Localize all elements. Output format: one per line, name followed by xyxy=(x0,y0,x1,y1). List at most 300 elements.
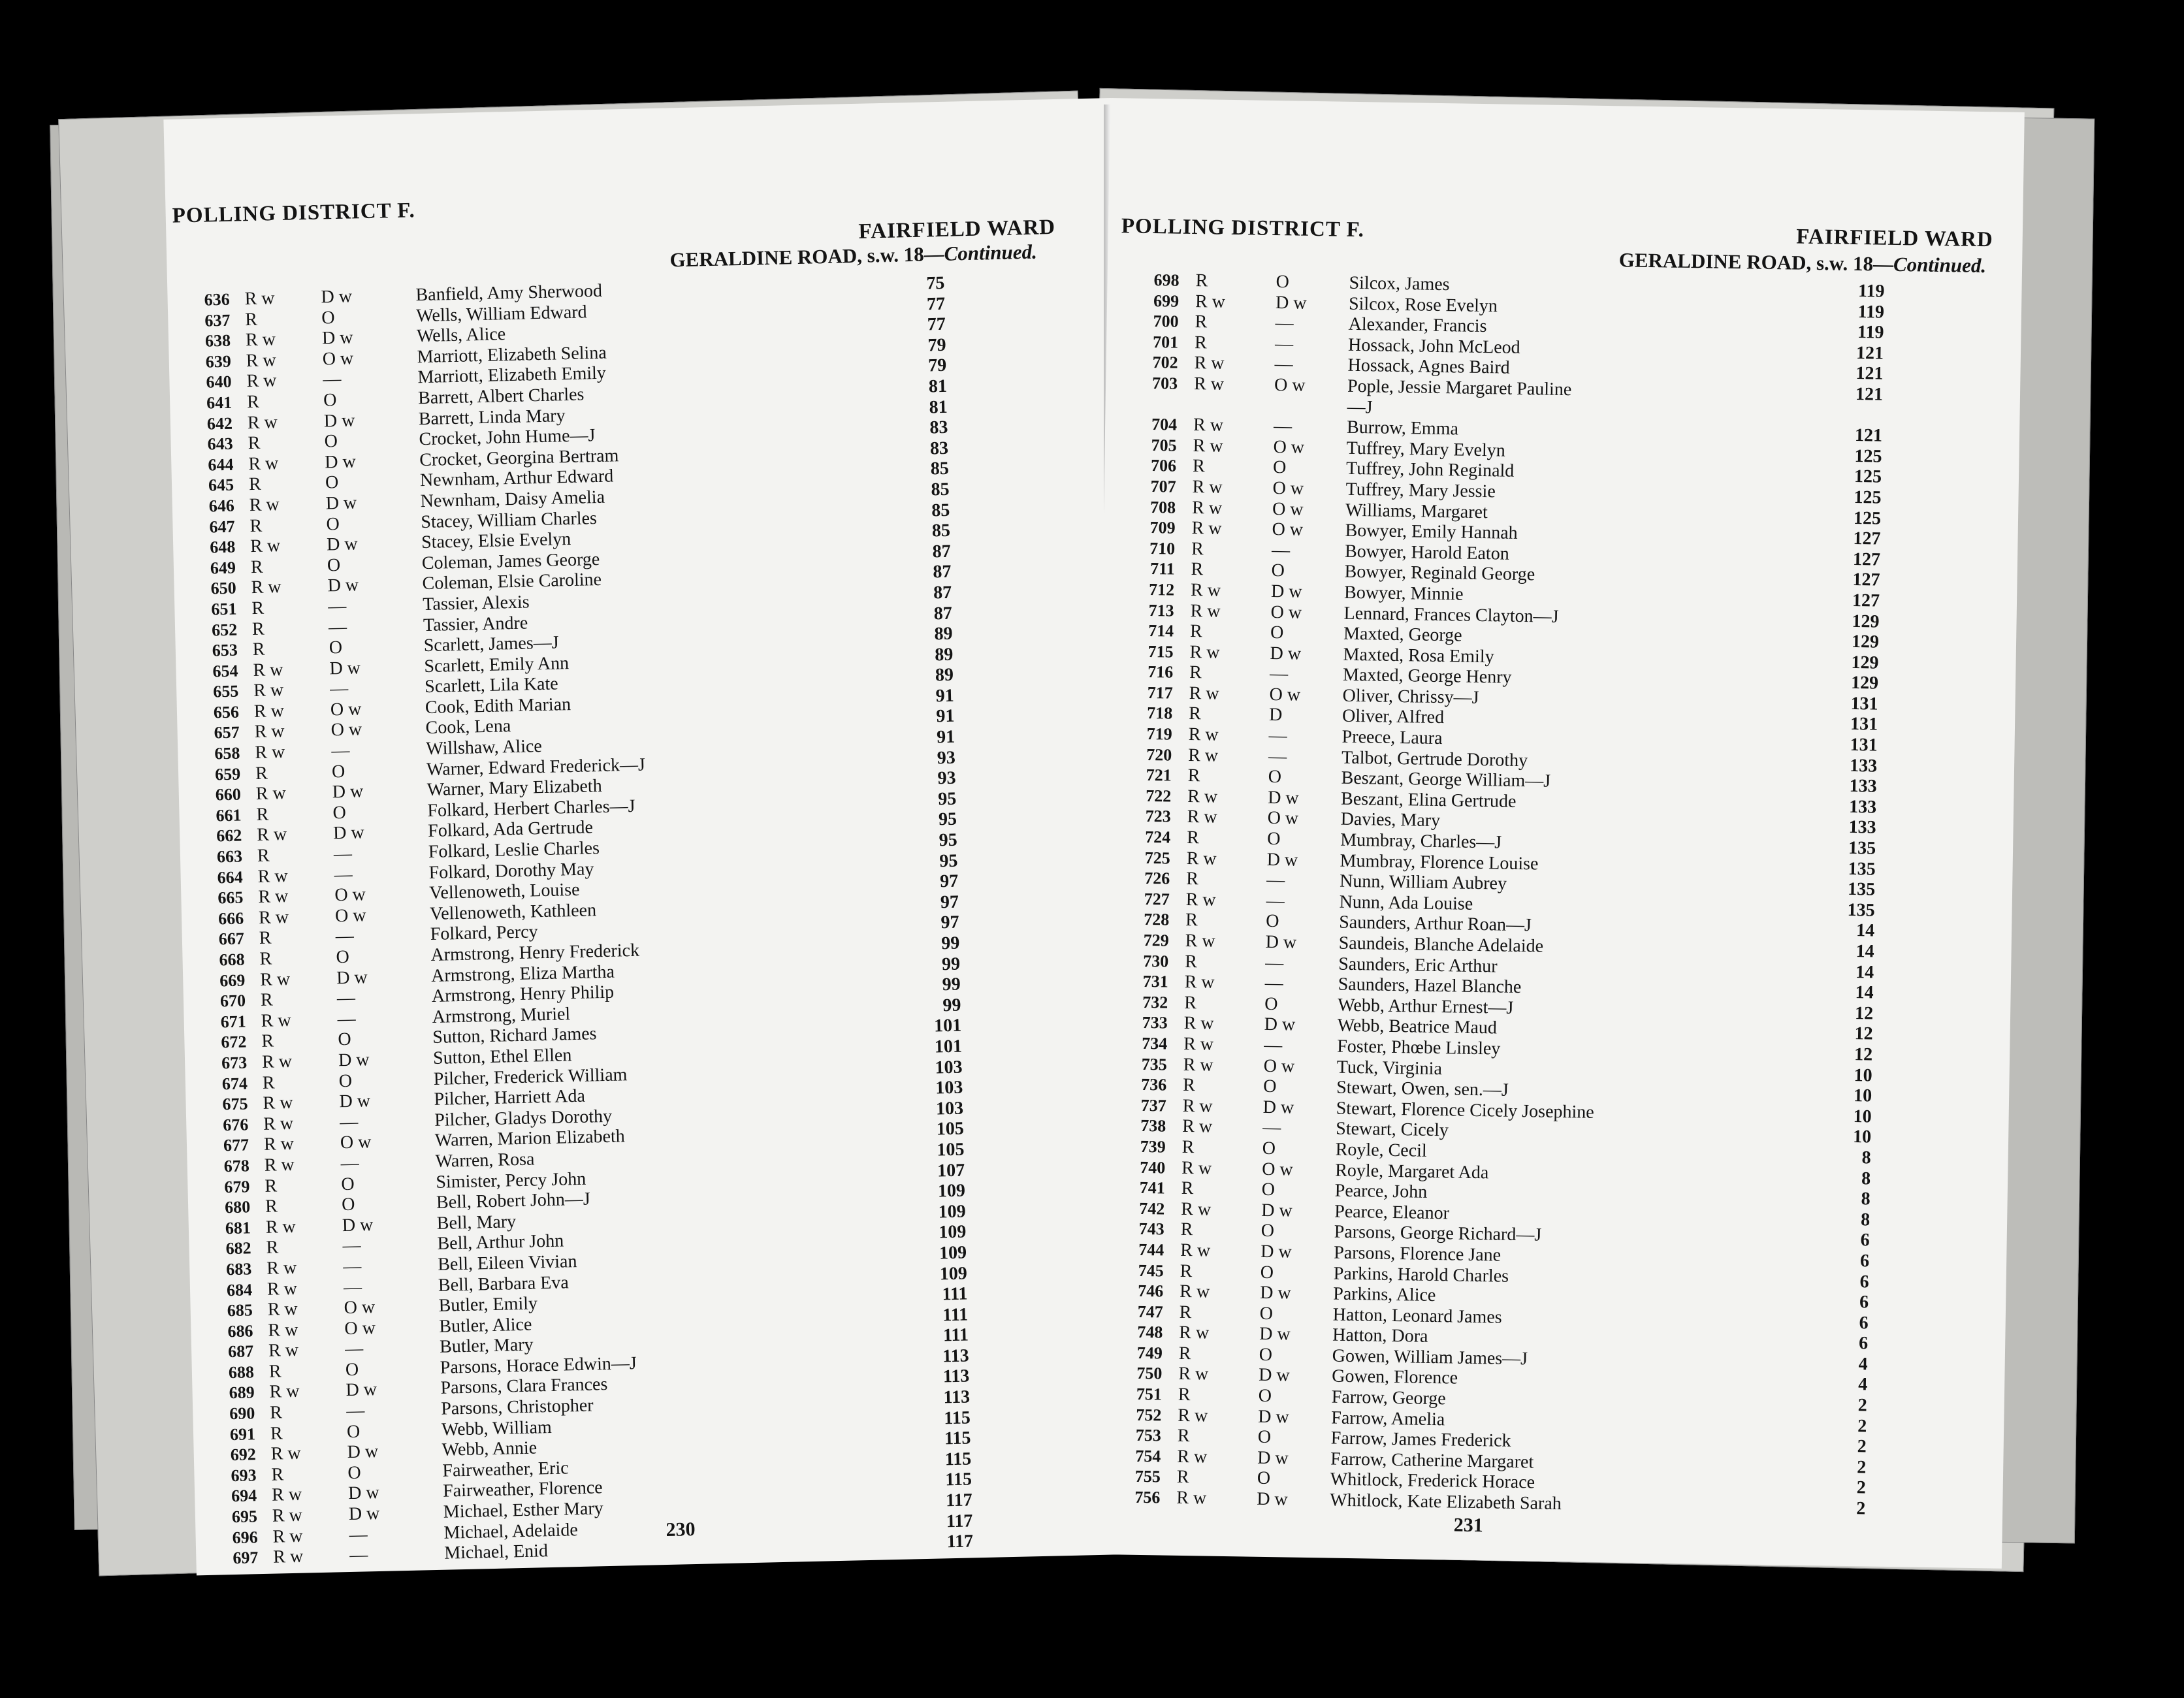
house-number: 6 xyxy=(1859,1251,1870,1272)
right-page xyxy=(1087,98,2025,1569)
house-number: 89 xyxy=(934,623,953,645)
occupation-code: O xyxy=(1268,767,1282,788)
house-number: 95 xyxy=(939,850,958,871)
elector-name: Parsons, Horace Edwin—J xyxy=(440,1353,637,1378)
elector-number: 750 xyxy=(1136,1364,1163,1383)
qualification-code: R xyxy=(1185,869,1199,889)
occupation-code: — xyxy=(1264,973,1283,994)
house-number: 101 xyxy=(934,1036,963,1057)
elector-name: Parsons, Florence Jane xyxy=(1334,1242,1502,1266)
house-number: 135 xyxy=(1848,837,1876,859)
elector-name: Webb, William xyxy=(441,1417,553,1440)
left-page xyxy=(163,98,1144,1575)
elector-number: 700 xyxy=(1153,312,1179,331)
qualification-code: R xyxy=(265,1175,278,1196)
qualification-code: R w xyxy=(1178,1405,1208,1426)
elector-number: 687 xyxy=(227,1341,254,1362)
qualification-code: R w xyxy=(1180,1240,1211,1261)
qualification-code: R w xyxy=(253,680,284,701)
elector-name: Saunders, Hazel Blanche xyxy=(1338,974,1522,998)
qualification-code: R w xyxy=(268,1340,299,1362)
elector-name: Lennard, Frances Clayton—J xyxy=(1343,603,1559,627)
qualification-code: R w xyxy=(1191,518,1222,539)
qualification-code: R w xyxy=(1183,1013,1214,1034)
qualification-code: R w xyxy=(1183,1033,1214,1055)
house-number: 87 xyxy=(932,541,952,562)
occupation-code: D w xyxy=(342,1214,374,1236)
qualification-code: R xyxy=(260,989,274,1011)
road-name: GERALDINE ROAD, s.w. 18— xyxy=(669,242,945,272)
elector-name: Armstrong, Muriel xyxy=(432,1003,571,1027)
elector-name: Michael, Adelaide xyxy=(443,1519,579,1543)
elector-number: 748 xyxy=(1137,1322,1163,1342)
elector-number: 744 xyxy=(1138,1240,1164,1260)
elector-name: Tuffrey, Mary Evelyn xyxy=(1346,438,1505,461)
house-number: 131 xyxy=(1850,693,1878,714)
occupation-code: O w xyxy=(1267,808,1299,829)
elector-name: Fairweather, Eric xyxy=(442,1458,569,1481)
elector-name: Tassier, Alexis xyxy=(422,592,530,615)
qualification-code: R w xyxy=(1193,415,1224,436)
occupation-code: O xyxy=(338,1029,351,1050)
elector-name: Davies, Mary xyxy=(1340,809,1441,831)
elector-name: Bowyer, Reginald George xyxy=(1344,562,1535,585)
occupation-code: — xyxy=(334,864,353,885)
qualification-code: R xyxy=(262,1072,275,1093)
house-number: 2 xyxy=(1857,1415,1867,1437)
occupation-code: O xyxy=(1263,1076,1277,1097)
occupation-code: O w xyxy=(334,884,366,906)
elector-number: 678 xyxy=(223,1156,250,1176)
house-number: 129 xyxy=(1850,673,1879,694)
elector-number: 712 xyxy=(1148,579,1175,600)
elector-name: Maxted, George xyxy=(1343,623,1462,646)
house-number: 77 xyxy=(927,314,946,335)
elector-number: 742 xyxy=(1139,1198,1165,1219)
house-number: 133 xyxy=(1849,755,1878,777)
qualification-code: R xyxy=(1192,456,1206,477)
elector-number: 677 xyxy=(223,1135,249,1155)
house-number: 77 xyxy=(926,293,946,315)
elector-number: 716 xyxy=(1147,662,1174,682)
occupation-code: O w xyxy=(1273,436,1305,458)
elector-name: —J xyxy=(1347,396,1373,417)
elector-number: 730 xyxy=(1143,951,1169,971)
elector-name: Pilcher, Frederick William xyxy=(433,1064,628,1089)
elector-number: 746 xyxy=(1138,1281,1164,1301)
occupation-code: — xyxy=(329,679,349,699)
elector-number: 747 xyxy=(1137,1302,1164,1322)
occupation-code: D w xyxy=(326,534,359,555)
house-number: 121 xyxy=(1855,383,1884,405)
elector-name: Stacey, William Charles xyxy=(421,507,598,532)
occupation-code: — xyxy=(1273,416,1293,437)
elector-number: 741 xyxy=(1139,1178,1166,1198)
elector-name: Folkard, Dorothy May xyxy=(428,858,594,883)
house-number: 125 xyxy=(1854,466,1882,487)
qualification-code: R w xyxy=(1178,1364,1209,1385)
house-number: 85 xyxy=(930,458,950,479)
house-number: 85 xyxy=(931,520,951,541)
elector-name: Folkard, Ada Gertrude xyxy=(427,817,594,842)
occupation-code: D w xyxy=(347,1441,379,1463)
occupation-code: O xyxy=(1261,1179,1276,1200)
occupation-code: D w xyxy=(324,451,357,473)
elector-name: Royle, Cecil xyxy=(1335,1139,1427,1161)
occupation-code: O xyxy=(1270,622,1284,643)
qualification-code: R xyxy=(1185,951,1198,972)
elector-number: 737 xyxy=(1140,1095,1167,1115)
elector-number: 698 xyxy=(1153,270,1180,290)
occupation-code: O xyxy=(1257,1427,1272,1448)
house-number: 131 xyxy=(1850,714,1878,735)
occupation-code: — xyxy=(1262,1117,1281,1138)
elector-number: 666 xyxy=(217,908,244,929)
elector-name: Folkard, Leslie Charles xyxy=(428,838,600,863)
elector-number: 710 xyxy=(1149,538,1176,558)
house-number: 95 xyxy=(937,788,957,810)
qualification-code: R w xyxy=(251,577,281,598)
elector-name: Marriott, Elizabeth Emily xyxy=(417,363,607,388)
elector-number: 731 xyxy=(1142,972,1168,991)
qualification-code: R xyxy=(249,515,263,536)
occupation-code: — xyxy=(333,843,353,865)
house-number: 93 xyxy=(937,747,956,768)
house-number: 99 xyxy=(942,974,961,995)
elector-number: 697 xyxy=(233,1548,259,1568)
qualification-code: R w xyxy=(1190,600,1221,622)
elector-name: Bell, Robert John—J xyxy=(436,1189,591,1213)
qualification-code: R w xyxy=(1193,435,1223,457)
elector-number: 650 xyxy=(210,578,237,598)
elector-name: Sutton, Ethel Ellen xyxy=(432,1045,572,1068)
house-number: 133 xyxy=(1848,796,1877,818)
elector-name: Tuck, Virginia xyxy=(1336,1057,1443,1079)
elector-name: Farrow, James Frederick xyxy=(1330,1428,1511,1452)
occupation-code: O xyxy=(325,472,339,493)
house-number: 12 xyxy=(1854,1002,1874,1024)
house-number: 81 xyxy=(928,376,948,397)
qualification-code: R w xyxy=(1181,1157,1212,1179)
elector-name: Silcox, James xyxy=(1349,272,1450,295)
qualification-code: R xyxy=(259,948,272,969)
occupation-code: O xyxy=(1257,1468,1271,1489)
elector-name: Butler, Mary xyxy=(439,1334,534,1358)
occupation-code: O w xyxy=(330,719,362,741)
occupation-code: O xyxy=(347,1462,362,1483)
occupation-code: — xyxy=(1269,664,1289,684)
house-number: 125 xyxy=(1854,487,1882,508)
qualification-code: R xyxy=(1191,559,1204,580)
occupation-code: D w xyxy=(1260,1282,1291,1304)
elector-name: Stewart, Owen, sen.—J xyxy=(1336,1077,1509,1100)
elector-name: Bowyer, Emily Hannah xyxy=(1345,520,1518,544)
occupation-code: O xyxy=(331,761,345,782)
house-number: 113 xyxy=(943,1386,971,1408)
qualification-code: R w xyxy=(268,1319,298,1341)
house-number: 103 xyxy=(935,1077,963,1098)
house-number: 89 xyxy=(934,644,954,665)
occupation-code: D w xyxy=(321,286,353,308)
elector-name: Saunders, Eric Arthur xyxy=(1338,953,1498,977)
qualification-code: R xyxy=(1187,765,1200,786)
elector-number: 717 xyxy=(1147,682,1173,703)
qualification-code: R xyxy=(269,1402,283,1423)
elector-number: 721 xyxy=(1146,765,1172,785)
elector-name: Sutton, Richard James xyxy=(432,1023,597,1048)
occupation-code: D w xyxy=(1264,1014,1296,1035)
occupation-code: D w xyxy=(336,967,368,988)
occupation-code: — xyxy=(331,740,350,761)
qualification-code: R w xyxy=(256,824,287,846)
house-number: 14 xyxy=(1855,920,1875,941)
house-number: 121 xyxy=(1855,342,1884,364)
elector-name: Wells, Alice xyxy=(416,324,506,347)
elector-name: Pearce, John xyxy=(1334,1180,1428,1202)
elector-number: 714 xyxy=(1148,621,1174,641)
occupation-code: O w xyxy=(344,1297,376,1319)
elector-name: Nunn, William Aubrey xyxy=(1339,871,1507,894)
qualification-code: R xyxy=(1177,1426,1190,1447)
road-heading xyxy=(669,240,1037,272)
elector-number: 745 xyxy=(1138,1260,1164,1281)
house-number: 135 xyxy=(1848,858,1876,880)
elector-number: 664 xyxy=(217,867,244,887)
qualification-code: R w xyxy=(1177,1446,1208,1467)
house-number: 79 xyxy=(927,355,947,376)
occupation-code: O xyxy=(329,637,343,658)
qualification-code: R xyxy=(248,432,261,454)
occupation-code: O w xyxy=(1269,684,1301,705)
house-number: 127 xyxy=(1852,549,1881,570)
elector-name: Bell, Arthur John xyxy=(437,1230,564,1255)
qualification-code: R xyxy=(256,804,269,825)
elector-name: Whitlock, Frederick Horace xyxy=(1330,1469,1535,1493)
occupation-code: — xyxy=(1275,313,1294,334)
elector-number: 661 xyxy=(216,805,242,825)
elector-name: Armstrong, Henry Philip xyxy=(431,982,615,1007)
qualification-code: R xyxy=(250,556,263,577)
house-number: 95 xyxy=(938,809,957,830)
elector-name: Webb, Arthur Ernest—J xyxy=(1337,995,1514,1018)
occupation-code: — xyxy=(349,1545,368,1566)
elector-name: Warren, Marion Elizabeth xyxy=(434,1126,626,1151)
house-number: 117 xyxy=(945,1490,973,1511)
elector-name: Gowen, William James—J xyxy=(1332,1345,1528,1370)
occupation-code: D w xyxy=(332,822,365,844)
elector-number: 728 xyxy=(1144,910,1170,929)
elector-number: 695 xyxy=(231,1507,258,1527)
elector-number: 642 xyxy=(206,413,233,434)
elector-name: Parkins, Harold Charles xyxy=(1333,1263,1509,1287)
qualification-code: R xyxy=(1189,621,1203,642)
elector-name: Bell, Mary xyxy=(436,1211,517,1234)
qualification-code: R w xyxy=(272,1505,303,1526)
elector-name: Burrow, Emma xyxy=(1346,417,1459,440)
house-number: 111 xyxy=(942,1283,968,1305)
elector-number: 663 xyxy=(216,846,243,867)
elector-name: Armstrong, Henry Frederick xyxy=(430,940,640,965)
elector-number: 719 xyxy=(1146,724,1172,744)
elector-number: 691 xyxy=(229,1424,256,1444)
qualification-code: R xyxy=(1191,538,1204,560)
elector-name: Simister, Percy John xyxy=(436,1168,586,1193)
qualification-code: R w xyxy=(267,1298,298,1320)
occupation-code: O xyxy=(326,513,340,534)
elector-number: 733 xyxy=(1142,1013,1168,1033)
occupation-code: O xyxy=(1265,911,1279,932)
elector-name: Crocket, Georgina Bertram xyxy=(419,445,619,470)
qualification-code: R w xyxy=(261,1010,291,1031)
elector-name: Barrett, Albert Charles xyxy=(417,384,585,409)
qualification-code: R w xyxy=(248,453,279,474)
qualification-code: R w xyxy=(1192,476,1223,498)
house-number: 97 xyxy=(940,891,959,913)
elector-name: Cook, Edith Marian xyxy=(425,694,571,718)
elector-number: 667 xyxy=(218,929,245,949)
qualification-code: R w xyxy=(1182,1116,1213,1137)
occupation-code: D w xyxy=(1270,643,1302,664)
elector-name: Beszant, George William—J xyxy=(1341,767,1551,792)
house-number: 6 xyxy=(1859,1271,1869,1292)
elector-number: 639 xyxy=(205,351,232,372)
elector-number: 704 xyxy=(1151,415,1178,434)
elector-name: Royle, Margaret Ada xyxy=(1335,1160,1489,1183)
occupation-code: — xyxy=(340,1153,360,1174)
occupation-code: D w xyxy=(327,575,359,596)
qualification-code: R w xyxy=(246,370,277,392)
house-number: 103 xyxy=(935,1098,964,1119)
occupation-code: O xyxy=(1259,1303,1274,1324)
elector-number: 672 xyxy=(221,1032,247,1052)
elector-name: Parsons, Clara Frances xyxy=(440,1374,608,1399)
elector-number: 726 xyxy=(1144,869,1170,888)
qualification-code: R xyxy=(1185,910,1198,931)
elector-name: Oliver, Chrissy—J xyxy=(1342,685,1479,708)
qualification-code: R w xyxy=(272,1526,303,1547)
house-number: 8 xyxy=(1860,1209,1871,1230)
elector-name: Farrow, George xyxy=(1331,1386,1446,1409)
house-number: 2 xyxy=(1856,1457,1867,1478)
elector-number: 680 xyxy=(224,1197,251,1217)
occupation-code: — xyxy=(1274,333,1294,355)
occupation-code: — xyxy=(349,1524,368,1545)
qualification-code: R w xyxy=(266,1278,298,1300)
house-number: 135 xyxy=(1847,899,1875,921)
elector-number: 652 xyxy=(211,620,238,639)
elector-number: 708 xyxy=(1149,497,1176,517)
house-number: 95 xyxy=(939,829,958,851)
house-number: 87 xyxy=(933,603,953,624)
elector-name: Hossack, John McLeod xyxy=(1347,334,1520,358)
qualification-code: R w xyxy=(1189,641,1220,663)
elector-number: 668 xyxy=(219,950,245,970)
occupation-code: O w xyxy=(344,1317,376,1339)
qualification-code: R w xyxy=(1187,786,1218,807)
house-number: 79 xyxy=(927,334,946,356)
occupation-code: — xyxy=(1264,1034,1283,1056)
qualification-code: R xyxy=(255,763,268,784)
house-number: 4 xyxy=(1857,1374,1868,1395)
house-number: 99 xyxy=(942,995,961,1016)
elector-name: Tassier, Andre xyxy=(423,612,528,635)
elector-number: 670 xyxy=(219,991,246,1011)
qualification-code: R xyxy=(1179,1302,1192,1322)
qualification-code: R xyxy=(251,618,265,639)
elector-number: 729 xyxy=(1143,930,1169,950)
elector-name: Preece, Laura xyxy=(1341,726,1443,749)
house-number: 105 xyxy=(937,1139,965,1161)
occupation-code: O xyxy=(1264,993,1278,1014)
house-number: 115 xyxy=(945,1469,972,1490)
elector-name: Michael, Enid xyxy=(443,1541,549,1563)
occupation-code: O xyxy=(321,307,335,328)
qualification-code: R xyxy=(248,474,262,495)
elector-name: Cook, Lena xyxy=(425,716,511,739)
elector-number: 673 xyxy=(221,1053,248,1073)
elector-number: 640 xyxy=(206,372,232,392)
elector-number: 690 xyxy=(229,1403,255,1424)
elector-number: 669 xyxy=(219,970,246,990)
occupation-code: D w xyxy=(1257,1488,1289,1510)
occupation-code: — xyxy=(336,987,356,1009)
qualification-code: R w xyxy=(1193,374,1225,394)
qualification-code: R xyxy=(1194,332,1208,353)
occupation-code: — xyxy=(344,1338,364,1360)
elector-name: Maxted, George Henry xyxy=(1342,664,1512,688)
occupation-code: D w xyxy=(329,658,361,679)
qualification-code: R w xyxy=(269,1381,300,1403)
house-number xyxy=(1831,404,1883,405)
house-number: 127 xyxy=(1852,569,1880,590)
elector-name: Pilcher, Gladys Dorothy xyxy=(434,1106,613,1130)
elector-number: 648 xyxy=(209,537,236,557)
occupation-code: O xyxy=(1272,457,1287,478)
qualification-code: R w xyxy=(247,411,278,433)
house-number: 99 xyxy=(940,933,960,954)
house-number: 111 xyxy=(942,1304,969,1326)
qualification-code: R xyxy=(251,598,265,618)
elector-name: Saunders, Arthur Roan—J xyxy=(1338,912,1532,936)
occupation-code: D w xyxy=(332,781,364,803)
qualification-code: R w xyxy=(261,1051,293,1072)
page-number: 231 xyxy=(1453,1514,1483,1537)
elector-name: Farrow, Catherine Margaret xyxy=(1330,1449,1534,1473)
qualification-code: R w xyxy=(253,700,285,722)
house-number: 75 xyxy=(926,272,945,294)
occupation-code: O w xyxy=(334,905,366,927)
elector-name: Scarlett, James—J xyxy=(423,632,559,656)
occupation-code: O xyxy=(346,1421,361,1442)
ward-heading: FAIRFIELD WARD xyxy=(1795,225,1994,252)
elector-name: Warren, Rosa xyxy=(435,1149,535,1172)
house-number: 12 xyxy=(1854,1044,1873,1065)
elector-number: 659 xyxy=(214,764,241,784)
qualification-code: R xyxy=(1186,827,1200,848)
occupation-code: O xyxy=(1261,1221,1275,1241)
elector-number: 693 xyxy=(231,1466,257,1485)
house-number: 133 xyxy=(1848,817,1876,838)
qualification-code: R xyxy=(1180,1260,1193,1281)
elector-name: Stacey, Elsie Evelyn xyxy=(421,529,571,553)
house-number: 133 xyxy=(1849,776,1877,797)
house-number: 91 xyxy=(935,685,955,707)
elector-number: 643 xyxy=(207,434,233,454)
elector-number: 727 xyxy=(1144,889,1170,909)
qualification-code: R w xyxy=(1195,291,1226,312)
elector-name: Wells, William Edward xyxy=(415,301,587,326)
elector-number: 696 xyxy=(232,1527,258,1547)
